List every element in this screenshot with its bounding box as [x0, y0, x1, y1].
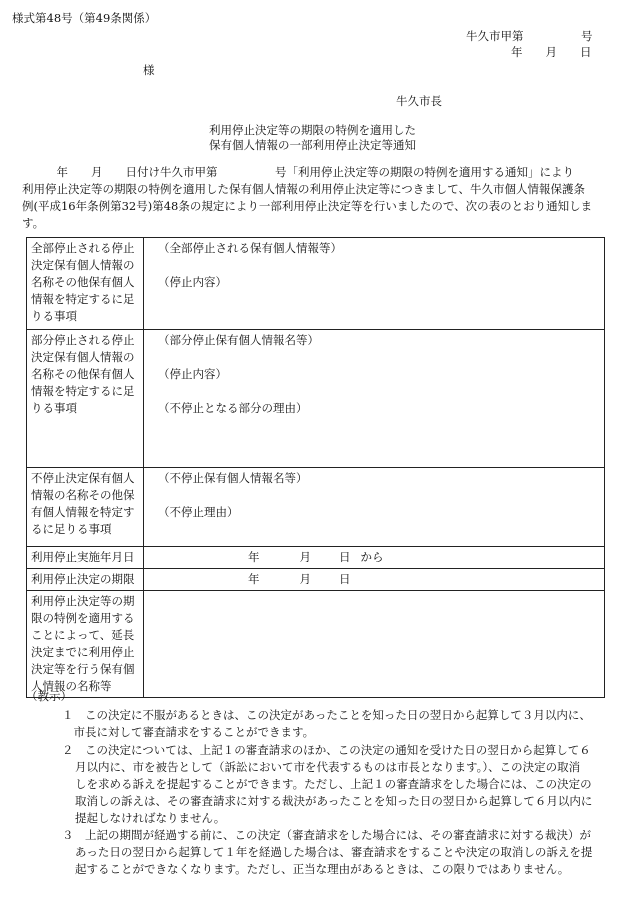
row-content-fully-stopped — [144, 238, 605, 330]
table-row-fully-stopped — [27, 238, 605, 330]
body-line: 年 月 日付け牛久市甲第 号「利用停止決定等の期限の特例を適用する通知」により — [22, 165, 574, 179]
table-row-not-stopped — [27, 468, 605, 547]
table-row-deadline — [27, 569, 605, 591]
stop-content-label: （停止内容） — [158, 275, 227, 289]
day-label: 日 — [339, 572, 351, 586]
issue-date: 年 月 日 — [511, 45, 592, 59]
table-row-implementation-date — [27, 547, 605, 569]
day-label: 日 — [339, 550, 351, 564]
non-stop-reason-label: （不停止となる部分の理由） — [158, 401, 308, 415]
notes-header: （教示） — [26, 689, 72, 703]
fully-stopped-info-label: （全部停止される保有個人情報等） — [158, 241, 342, 255]
note-item-2: ２ この決定については、上記１の審査請求のほか、この決定の通知を受けた日の翌日から起算して６ 月以内に、市を被告として（訴訟において市を代表するものは市長となります。）、この決定の取消 しを求める訴えを提起することができます。ただし、上記１の審査請求をした場合には、この決定の 取消しの訴えは、その審査請求に対する裁決があったことを知った日の翌日から起算して６月以内に 提起しなければなりません。 — [62, 743, 593, 825]
body-line: 例(平成16年条例第32号)第48条の規定により一部利用停止決定等を行いましたので、次の表のとおり通知しま — [22, 199, 593, 213]
row-header-fully-stopped: 全部停止される停止 決定保有個人情報の 名称その他保有個人 情報を特定するに足 りる事項 — [27, 238, 144, 330]
row-content-not-stopped — [144, 468, 605, 547]
year-label: 年 — [248, 572, 260, 586]
stop-content-label: （停止内容） — [158, 367, 227, 381]
table-row-extended-names — [27, 591, 605, 698]
not-stopped-reason-label: （不停止理由） — [158, 505, 239, 519]
row-content-partially-stopped — [144, 330, 605, 468]
month-label: 月 — [299, 572, 311, 586]
body-line: す。 — [22, 216, 45, 230]
addressee: 様 — [143, 63, 155, 77]
table-row-partially-stopped — [27, 330, 605, 468]
row-header-deadline: 利用停止決定の期限 — [27, 569, 144, 591]
not-stopped-info-label: （不停止保有個人情報名等） — [158, 471, 308, 485]
row-content-extended-names — [144, 591, 605, 698]
note-item-1: １ この決定に不服があるときは、この決定があったことを知った日の翌日から起算して３月以内に、 市長に対して審査請求をすることができます。 — [62, 708, 591, 739]
implementation-date-value — [144, 547, 605, 569]
row-header-partially-stopped: 部分停止される停止 決定保有個人情報の 名称その他保有個人 情報を特定するに足 りる事項 — [27, 330, 144, 468]
partially-stopped-info-label: （部分停止保有個人情報名等） — [158, 333, 319, 347]
document-number: 牛久市甲第 号 — [466, 29, 593, 43]
month-label: 月 — [299, 550, 311, 564]
deadline-date-value — [144, 569, 605, 591]
document-title-line-2: 保有個人情報の一部利用停止決定等通知 — [209, 138, 416, 152]
year-label: 年 — [248, 550, 260, 564]
row-header-not-stopped: 不停止決定保有個人 情報の名称その他保 有個人情報を特定す るに足りる事項 — [27, 468, 144, 547]
form-label: 様式第48号（第49条関係） — [12, 11, 157, 25]
document-title-line-1: 利用停止決定等の期限の特例を適用した — [209, 123, 416, 137]
body-text — [22, 164, 612, 232]
row-header-implementation-date: 利用停止実施年月日 — [27, 547, 144, 569]
row-header-extended-names: 利用停止決定等の期 限の特例を適用する ことによって、延長 決定までに利用停止 決定等を行う保有個 人情報の名称等 — [27, 591, 144, 698]
from-label: から — [360, 550, 384, 564]
decision-table — [26, 237, 605, 698]
issuer: 牛久市長 — [396, 94, 442, 108]
body-line: 利用停止決定等の期限の特例を適用した保有個人情報の利用停止決定等につきまして、牛久市個人情報保護条 — [22, 182, 586, 196]
note-item-3: ３ 上記の期間が経過する前に、この決定（審査請求をした場合には、その審査請求に対する裁決）が あった日の翌日から起算して１年を経過した場合は、審査請求をすることや決定の取消しの訴えを提 起することができなくなります。ただし、正当な理由があるときは、この限りではありません。 — [62, 828, 593, 876]
